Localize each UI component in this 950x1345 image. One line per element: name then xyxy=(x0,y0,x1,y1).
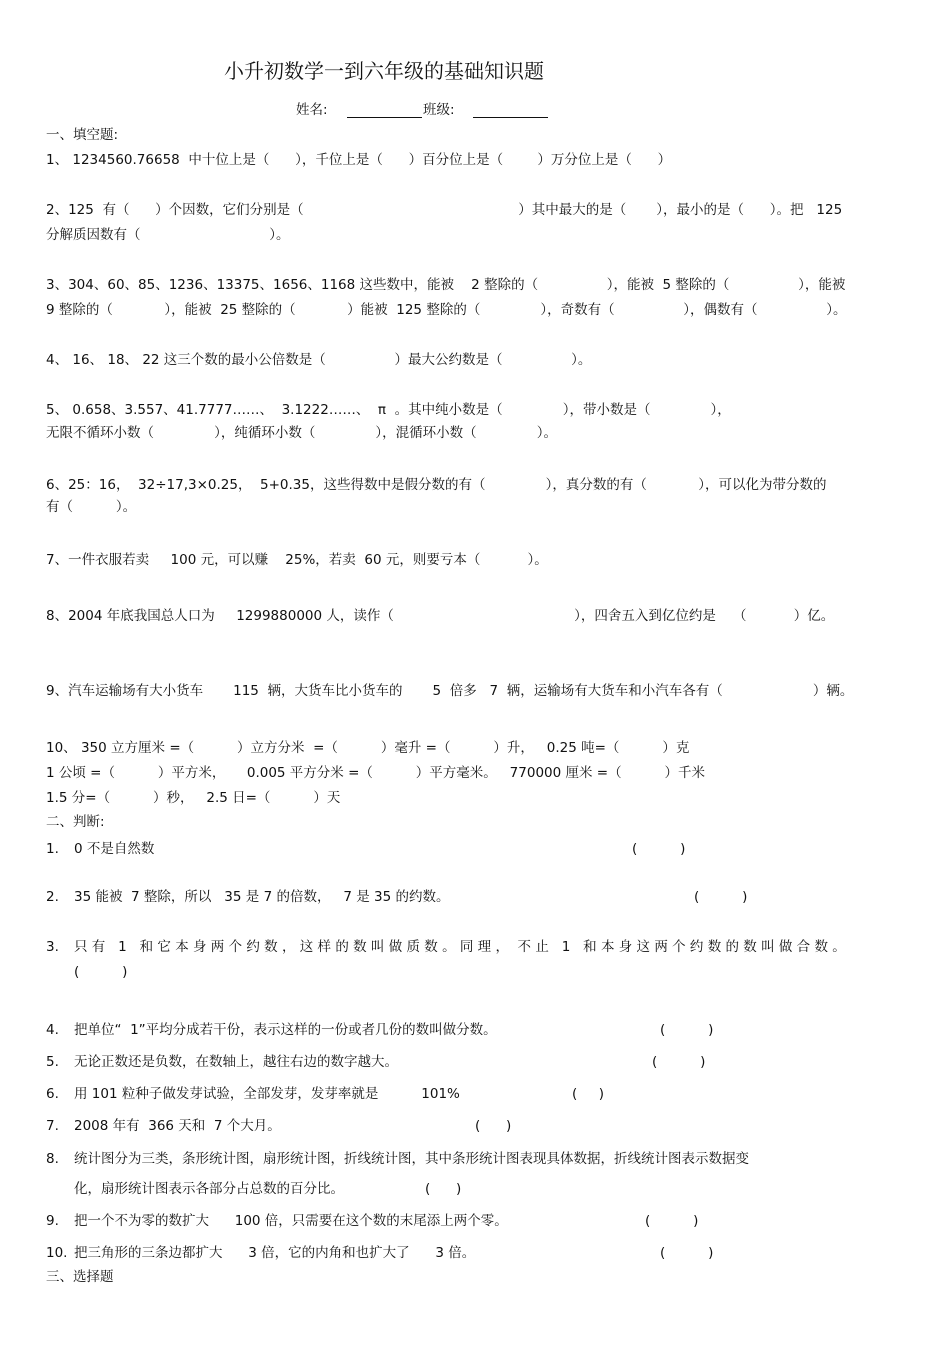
fill-q10-line2: 1 公顷 =（ ）平方米， 0.005 平方分米 =（ ）平方毫米。 770000 厘米 =（ ）千米 xyxy=(46,765,706,781)
fill-q2-line1: 2、125 有（ ）个因数，它们分别是（ ）其中最大的是（ ），最小的是（ ）。把 125 xyxy=(46,202,843,218)
judge-text-3: 只 有 1 和 它 本 身 两 个 约 数 ， 这 样 的 数 叫 做 质 数 。 同 理 ， 不 止 1 和 本 身 这 两 个 约 数 的 数 叫 做 合 数 。 xyxy=(74,939,846,955)
judge-num-6: 6. xyxy=(46,1086,59,1102)
fill-q10-line1: 10、 350 立方厘米 =（ ）立方分米 =（ ）毫升 =（ ）升， 0.25 吨=（ ）克 xyxy=(46,740,690,756)
name-field-line xyxy=(347,117,422,118)
judge-paren-9: ( ) xyxy=(645,1213,699,1229)
fill-q6-line2: 有（ ）。 xyxy=(46,499,137,515)
judge-text-4: 把单位“ 1”平均分成若干份，表示这样的一份或者几份的数叫做分数。 xyxy=(74,1022,497,1038)
judge-paren-7: ( ) xyxy=(475,1118,512,1134)
judge-text-10: 把三角形的三条边都扩大 3 倍，它的内角和也扩大了 3 倍。 xyxy=(74,1245,476,1261)
judge-num-2: 2. xyxy=(46,889,59,905)
judge-paren-5: ( ) xyxy=(652,1054,706,1070)
fill-q5-line1: 5、 0.658、3.557、41.7777……、 3.1222……、 π 。其中纯小数是（ ），带小数是（ ）， xyxy=(46,402,731,418)
fill-q4: 4、 16、 18、 22 这三个数的最小公倍数是（ ）最大公约数是（ ）。 xyxy=(46,352,592,368)
judge-text-8-line1: 统计图分为三类，条形统计图，扇形统计图，折线统计图，其中条形统计图表现具体数据，折线统计图表示数据变 xyxy=(74,1151,749,1167)
fill-q5-line2: 无限不循环小数（ ），纯循环小数（ ），混循环小数（ ）。 xyxy=(46,425,557,441)
fill-q8: 8、2004 年底我国总人口为 1299880000 人，读作（ ），四舍五入到亿位约是 （ ）亿。 xyxy=(46,608,835,624)
fill-q9: 9、汽车运输场有大小货车 115 辆，大货车比小货车的 5 倍多 7 辆，运输场有大货车和小汽车各有（ ）辆。 xyxy=(46,683,854,699)
name-label: 姓名: xyxy=(296,102,328,118)
judge-paren-10: ( ) xyxy=(660,1245,714,1261)
judge-text-9: 把一个不为零的数扩大 100 倍，只需要在这个数的末尾添上两个零。 xyxy=(74,1213,508,1229)
judge-num-9: 9. xyxy=(46,1213,59,1229)
judge-paren-2: ( ) xyxy=(694,889,748,905)
fill-q10-line3: 1.5 分=（ ）秒， 2.5 日=（ ）天 xyxy=(46,790,341,806)
class-field-line xyxy=(473,117,548,118)
fill-q3-line1: 3、304、60、85、1236、13375、1656、1168 这些数中，能被 2 整除的（ ），能被 5 整除的（ ），能被 xyxy=(46,277,846,293)
section-heading-judge: 二、判断: xyxy=(46,814,105,830)
judge-num-8: 8. xyxy=(46,1151,59,1167)
judge-paren-3: ( ) xyxy=(74,964,128,980)
fill-q7: 7、一件衣服若卖 100 元，可以赚 25%，若卖 60 元，则要亏本（ ）。 xyxy=(46,552,548,568)
judge-text-2: 35 能被 7 整除，所以 35 是 7 的倍数， 7 是 35 的约数。 xyxy=(74,889,450,905)
page-title: 小升初数学一到六年级的基础知识题 xyxy=(224,59,544,83)
judge-paren-1: ( ) xyxy=(632,841,686,857)
judge-text-8-line2: 化，扇形统计图表示各部分占总数的百分比。 xyxy=(74,1181,344,1197)
judge-num-3: 3. xyxy=(46,939,59,955)
fill-q6-line1: 6、25：16， 32÷17,3×0.25， 5+0.35，这些得数中是假分数的有（ ），真分数的有（ ），可以化为带分数的 xyxy=(46,477,827,493)
judge-num-1: 1. xyxy=(46,841,59,857)
judge-text-6: 用 101 粒种子做发芽试验，全部发芽，发芽率就是 101% xyxy=(74,1086,460,1102)
judge-paren-6: ( ) xyxy=(572,1086,604,1102)
judge-paren-4: ( ) xyxy=(660,1022,714,1038)
judge-text-5: 无论正数还是负数，在数轴上，越往右边的数字越大。 xyxy=(74,1054,398,1070)
judge-text-1: 0 不是自然数 xyxy=(74,841,155,857)
judge-text-7: 2008 年有 366 天和 7 个大月。 xyxy=(74,1118,281,1134)
fill-q2-line2: 分解质因数有（ ）。 xyxy=(46,227,290,243)
fill-q1: 1、 1234560.76658 中十位上是（ ），千位上是（ ）百分位上是（ ）万分位上是（ ） xyxy=(46,152,672,168)
fill-q3-line2: 9 整除的（ ），能被 25 整除的（ ）能被 125 整除的（ ），奇数有（ ），偶数有（ ）。 xyxy=(46,302,847,318)
judge-num-7: 7. xyxy=(46,1118,59,1134)
section-heading-choice: 三、选择题 xyxy=(46,1269,114,1285)
judge-num-10: 10. xyxy=(46,1245,68,1261)
judge-num-4: 4. xyxy=(46,1022,59,1038)
judge-paren-8: ( ) xyxy=(425,1181,462,1197)
section-heading-fill: 一、填空题: xyxy=(46,127,119,143)
class-label: 班级: xyxy=(423,102,455,118)
judge-num-5: 5. xyxy=(46,1054,59,1070)
